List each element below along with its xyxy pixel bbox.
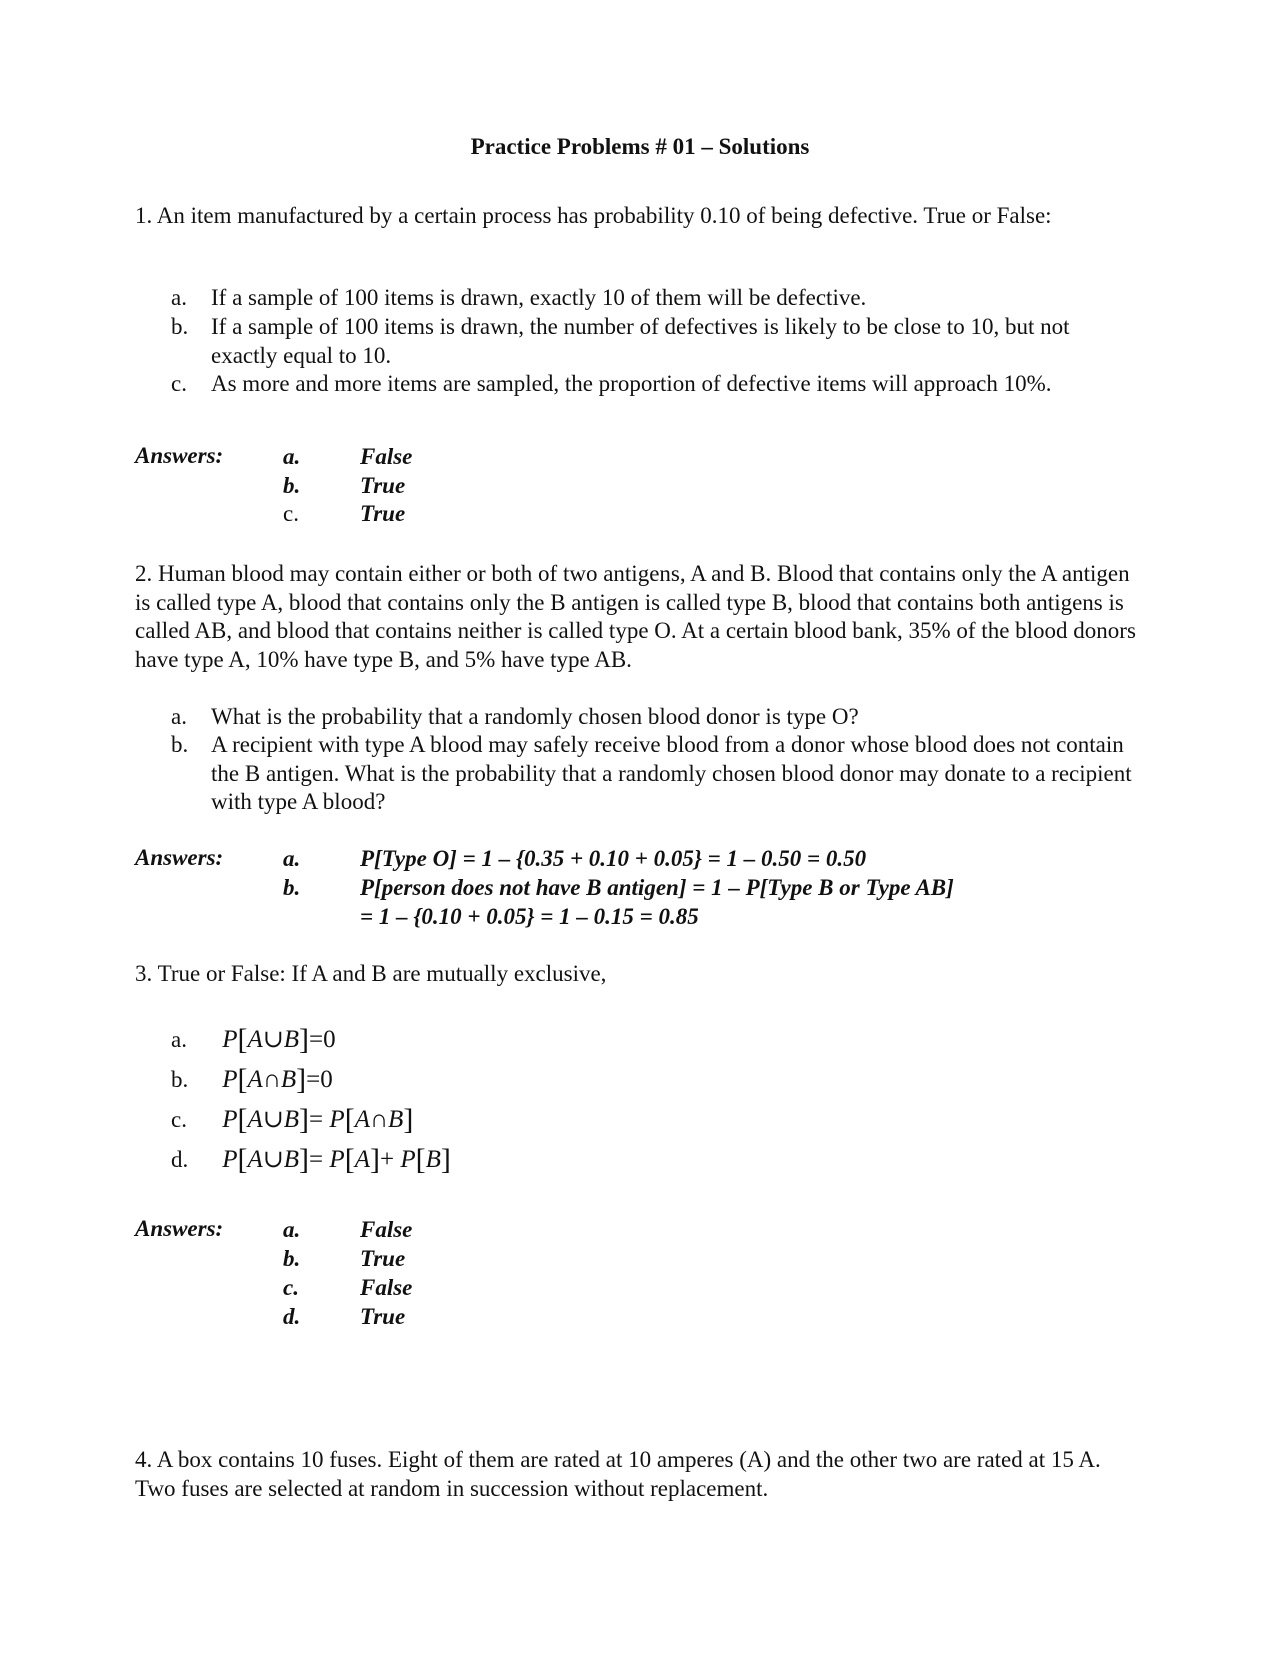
q1-item-b [171,313,1141,370]
answers-heading-q1: Answers: [135,443,224,468]
q3-item-b [171,1065,333,1095]
page-title: Practice Problems # 01 – Solutions [470,134,810,159]
item-label: a. [171,1027,187,1052]
answers-heading-q3: Answers: [135,1216,224,1241]
q1-item-a [171,284,1141,313]
item-label: b. [171,1067,189,1092]
item-text: If a sample of 100 items is drawn, exactly 10 of them will be defective. [211,285,867,310]
formula-intersection-equals-zero: P[A∩B]=0 [222,1063,333,1096]
q3-item-c [171,1105,413,1135]
answer-value: False [360,444,413,469]
answer-value: True [360,473,406,498]
answer-value: False [360,1275,413,1300]
q3-answer-c [283,1274,1183,1303]
answer-value: P[person does not have B antigen] = 1 – P[Type B or Type AB] [360,875,954,900]
answer-label: a. [283,1217,301,1242]
q2-answer-a [283,845,1183,874]
q1-answer-a [283,443,1183,472]
formula-union-equals-sum: P[A∪B]= P[A]+ P[B] [222,1143,451,1176]
item-label: c. [171,1107,187,1132]
formula-union-equals-zero: P[A∪B]=0 [222,1023,336,1056]
item-label: c. [171,371,187,396]
q2-answer-b [283,874,1183,931]
question-1-text: 1. An item manufactured by a certain process has probability 0.10 of being defective. True or False: [135,203,1052,228]
answers-heading-q2: Answers: [135,845,224,870]
question-4-text: 4. A box contains 10 fuses. Eight of them are rated at 10 amperes (A) and the other two are rated at 15 A. Two fuses are selected at random in succession without replacement. [135,1447,1101,1501]
q1-answer-c [283,500,1183,529]
question-3-text: 3. True or False: If A and B are mutually exclusive, [135,961,607,986]
answer-value: True [360,1304,406,1329]
q2-item-a [171,703,1141,732]
answer-label: d. [283,1304,301,1329]
item-label: a. [171,285,187,310]
answer-label: b. [283,473,301,498]
answer-value: True [360,1246,406,1271]
q2-item-b [171,731,1141,817]
answer-label: c. [283,1275,299,1300]
item-label: d. [171,1147,189,1172]
answer-label: c. [283,501,299,526]
q1-answer-b [283,472,1183,501]
formula-union-equals-intersection: P[A∪B]= P[A∩B] [222,1103,414,1136]
answer-label: b. [283,1246,301,1271]
q3-answer-b [283,1245,1183,1274]
answer-value: False [360,1217,413,1242]
item-text: As more and more items are sampled, the proportion of defective items will approach 10%. [211,371,1052,396]
q3-item-a [171,1025,336,1055]
answer-value: P[Type O] = 1 – {0.35 + 0.10 + 0.05} = 1 – 0.50 = 0.50 [360,846,867,871]
item-label: a. [171,704,187,729]
q1-item-c [171,370,1141,399]
q3-answer-a [283,1216,1183,1245]
q3-answer-d [283,1303,1183,1332]
q3-item-d [171,1145,451,1175]
item-text: What is the probability that a randomly chosen blood donor is type O? [211,704,859,729]
answer-label: a. [283,846,301,871]
answer-label: b. [283,875,301,900]
item-label: b. [171,732,189,757]
answer-label: a. [283,444,301,469]
item-text: If a sample of 100 items is drawn, the number of defectives is likely to be close to 10, but not exactly equal to 10. [211,314,1070,368]
question-2-text: 2. Human blood may contain either or both of two antigens, A and B. Blood that contains only the A antigen is called type A, blood that contains only the B antigen is called type B, blood that contains both antigens is called AB, and blood that contains neither is called type O. At a certain blood bank, 35% of the blood donors have type A, 10% have type B, and 5% have type AB. [135,561,1136,672]
answer-value-continued: = 1 – {0.10 + 0.05} = 1 – 0.15 = 0.85 [360,903,699,929]
item-label: b. [171,314,189,339]
answer-value: True [360,501,406,526]
item-text: A recipient with type A blood may safely receive blood from a donor whose blood does not contain the B antigen. What is the probability that a randomly chosen blood donor may donate to a recipient with type A blood? [211,732,1132,814]
